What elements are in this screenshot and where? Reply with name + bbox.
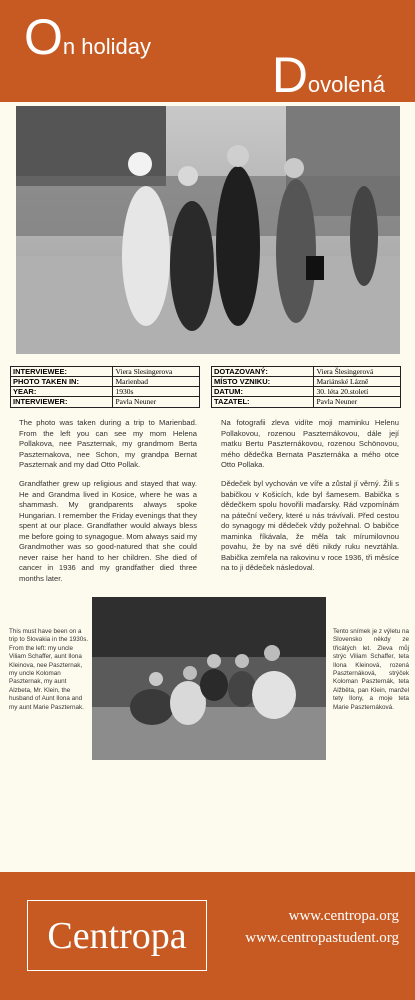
title-czech-rest: ovolená [307, 72, 385, 97]
info-row: DATUM: 30. léta 20.století [212, 387, 400, 397]
story-en-paragraph-2: Grandfather grew up religious and stayed that way. He and Grandma lived in Kosice, where he was a shammash. My grandparents always spoke Hungarian. I remember the Friday evenings that they spent at our place. Grandfather would always bless me before going to synagogue. Mom always said my Grandmother was so good-natured that she could never raise her hand to her children. She died of cancer in 1936 and my grandfather died three months later. [19, 479, 197, 583]
info-row: MÍSTO VZNIKU: Mariánské Lázně [212, 377, 400, 387]
title-czech-initial: D [271, 47, 308, 102]
info-row: YEAR: 1930s [11, 387, 199, 397]
story-en-paragraph-1: The photo was taken during a trip to Marienbad. From the left you can see my mom Helena Pollakova, nee Paszternak, my grandmom Berta Paszternakova, nee Schon, my grandpa Bernat Paszternak and my dad Otto Pollak. [19, 418, 197, 469]
story-cz-paragraph-2: Dědeček byl vychován ve víře a zůstal jí věrný. Žili s babičkou v Košicích, kde byl šamesem. Babička s dědečkem spolu hovořili maďarsky. Rád vzpomínám na páteční večery, které u nás trávívali. Před cestou do synagogy mi dědeček vždy požehnal. O babičce maminka říkávala, že měla tak mírumilovnou povahu, že by na své děti nikdy ruku nevztáhla. Babička zemřela na rakovinu v roce 1936, tři měsíce na to ji dědeček následoval. [221, 479, 399, 572]
footer-band [0, 872, 415, 1000]
story-cz-paragraph-1: Na fotografii zleva vidíte moji maminku Helenu Pollakovou, rozenou Paszternákovou, dále její matku Bertu Paszternákovou, rozenou Schönovou, mého dědečka Bernata Paszternáka a mého otce Otto Pollaka. [221, 418, 399, 469]
info-row: INTERVIEWER: Pavla Neuner [13, 397, 157, 406]
info-row: PHOTO TAKEN IN: Marienbad [11, 377, 199, 387]
title-czech [271, 47, 385, 102]
caption-english: This must have been on a trip to Slovakia in the 1930s. From the left: my uncle Viliam Schaffer, aunt Ilona Kleinova, nee Paszternak, my uncle Koloman Paszternak, my aunt Alzbeta, Mr. Klein, the husband of Aunt Ilona and my aunt Marie Paszternak. [9, 628, 89, 711]
caption-czech: Tento snímek je z výletu na Slovensko někdy ze třicátých let. Zleva můj strýc Viliam Schaffer, teta Ilona Kleinová, rozená Paszternáková, strýček Koloman Paszternák, teta Alžběta, pan Klein, manžel tety Ilony, a moje teta Marie Paszternáková. [333, 628, 409, 711]
header-band [0, 0, 415, 102]
info-row: TAZATEL: Pavla Neuner [214, 397, 358, 406]
title-english [24, 9, 151, 65]
footer-links [245, 905, 399, 949]
marienbad-photo [16, 106, 400, 354]
info-row: DOTAZOVANÝ: Viera Šlesingerová [212, 367, 400, 377]
logo-text: Centropa [47, 914, 187, 957]
title-english-initial: O [24, 9, 63, 65]
info-table-english [10, 366, 200, 408]
info-table-czech [211, 366, 401, 408]
link-centropastudent[interactable]: www.centropastudent.org [245, 930, 399, 946]
link-centropa[interactable]: www.centropa.org [288, 908, 399, 924]
title-english-rest: n holiday [62, 34, 151, 59]
slovakia-group-photo [92, 597, 326, 760]
centropa-logo[interactable] [27, 900, 207, 971]
info-row: INTERVIEWEE: Viera Slesingerova [11, 367, 199, 377]
